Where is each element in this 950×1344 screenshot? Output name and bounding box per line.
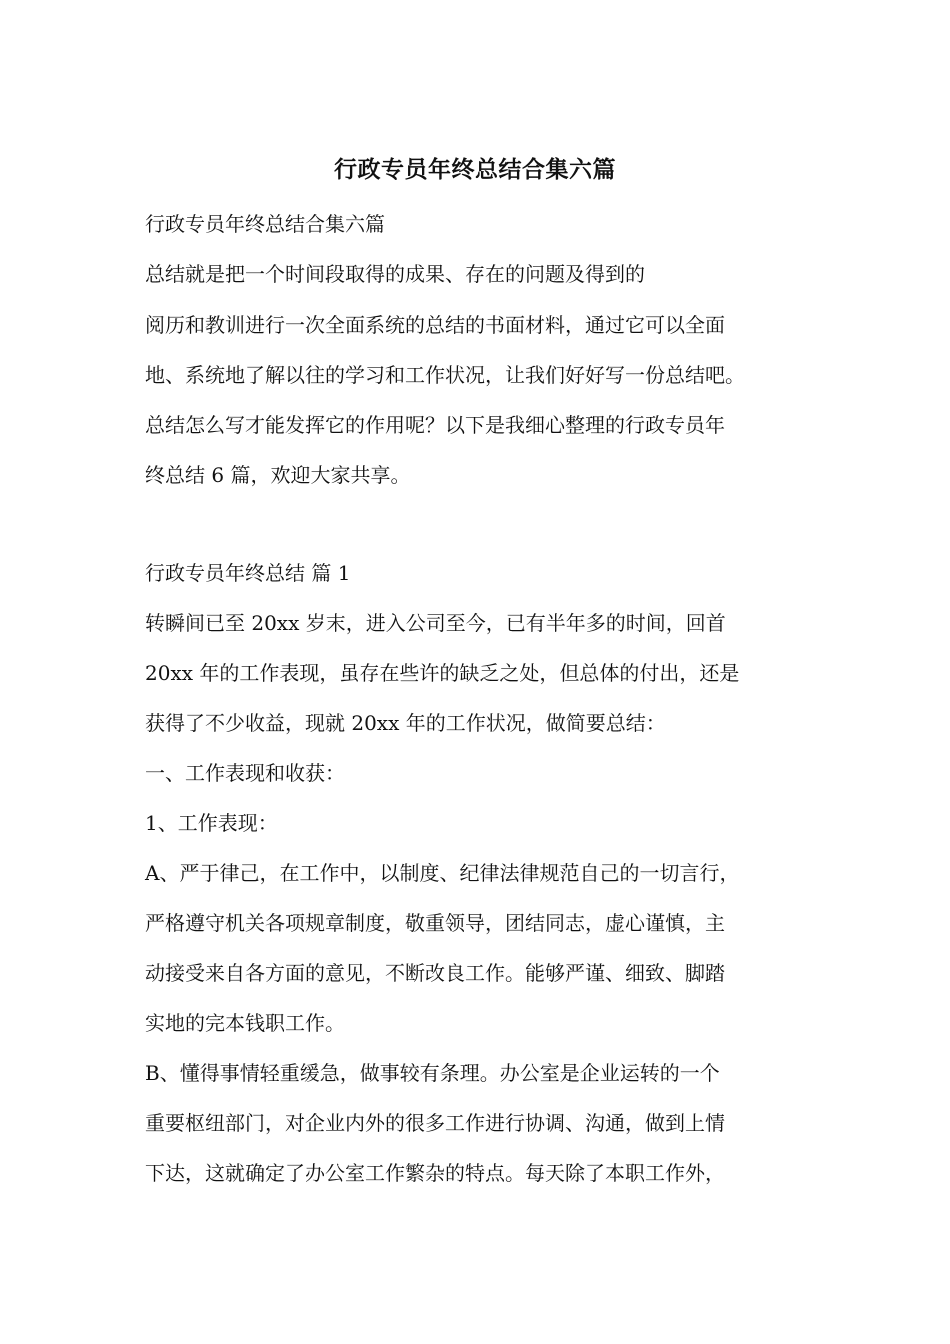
- body-line-8: 动接受来自各方面的意见，不断改良工作。能够严谨、细致、脚踏: [145, 961, 725, 985]
- body-line-12: 下达，这就确定了办公室工作繁杂的特点。每天除了本职工作外，: [145, 1161, 725, 1185]
- section-heading: 行政专员年终总结 篇 1: [145, 561, 351, 585]
- body-line-4: 一、工作表现和收获：: [145, 761, 345, 785]
- subtitle-line: 行政专员年终总结合集六篇: [145, 212, 385, 236]
- intro-line-2: 阅历和教训进行一次全面系统的总结的书面材料，通过它可以全面: [145, 313, 725, 337]
- body-line-9: 实地的完本钱职工作。: [145, 1011, 345, 1035]
- document-title: 行政专员年终总结合集六篇: [334, 156, 616, 183]
- intro-line-5: 终总结 6 篇，欢迎大家共享。: [145, 463, 411, 487]
- intro-line-1: 总结就是把一个时间段取得的成果、存在的问题及得到的: [145, 262, 645, 286]
- intro-line-4: 总结怎么写才能发挥它的作用呢？以下是我细心整理的行政专员年: [145, 413, 725, 437]
- body-line-2: 20xx 年的工作表现，虽存在些许的缺乏之处，但总体的付出，还是: [145, 661, 740, 685]
- body-line-7: 严格遵守机关各项规章制度，敬重领导，团结同志，虚心谨慎，主: [145, 911, 725, 935]
- body-line-11: 重要枢纽部门，对企业内外的很多工作进行协调、沟通，做到上情: [145, 1111, 725, 1135]
- body-line-3: 获得了不少收益，现就 20xx 年的工作状况，做简要总结：: [145, 711, 666, 735]
- body-line-10: B、懂得事情轻重缓急，做事较有条理。办公室是企业运转的一个: [145, 1061, 720, 1085]
- body-line-5: 1、工作表现：: [145, 811, 278, 835]
- intro-line-3: 地、系统地了解以往的学习和工作状况，让我们好好写一份总结吧。: [145, 363, 745, 387]
- body-line-1: 转瞬间已至 20xx 岁末，进入公司至今，已有半年多的时间，回首: [145, 611, 726, 635]
- body-line-6: A、严于律己，在工作中，以制度、纪律法律规范自己的一切言行，: [145, 861, 740, 885]
